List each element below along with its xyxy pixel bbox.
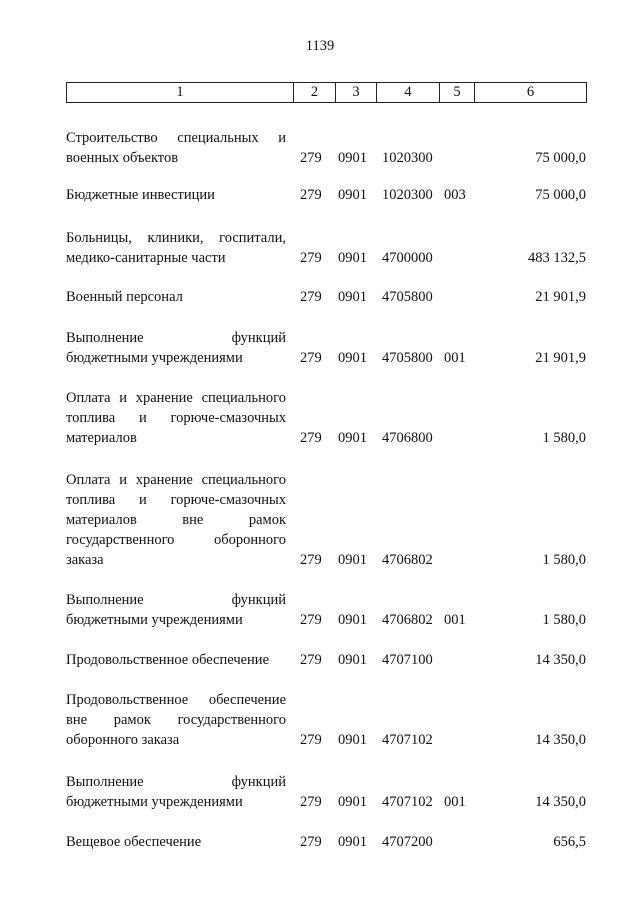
- description-line: Военный персонал: [66, 289, 183, 305]
- table-row: [66, 287, 586, 307]
- cell-col-3: 0901: [338, 187, 367, 203]
- cell-col-2: 279: [300, 552, 322, 568]
- header-col-5: 5: [440, 83, 475, 102]
- description-line: материалов вне рамок: [66, 512, 286, 528]
- description-line: Продовольственное обеспечение: [66, 652, 269, 668]
- cell-col-4: 4705800: [382, 289, 433, 305]
- cell-col-3: 0901: [338, 732, 367, 748]
- cell-col-6: 14 350,0: [535, 794, 586, 810]
- cell-col-4: 4707200: [382, 834, 433, 850]
- table-header: [66, 82, 587, 103]
- cell-col-6: 14 350,0: [535, 652, 586, 668]
- header-col-2: 2: [294, 83, 336, 102]
- cell-col-3: 0901: [338, 652, 367, 668]
- cell-col-5: 001: [444, 612, 466, 628]
- description-line: Выполнение функций: [66, 330, 286, 346]
- cell-col-3: 0901: [338, 612, 367, 628]
- cell-col-4: 4700000: [382, 250, 433, 266]
- cell-col-2: 279: [300, 250, 322, 266]
- cell-col-6: 75 000,0: [535, 150, 586, 166]
- table-row: [66, 772, 586, 812]
- description-line: Продовольственное обеспечение: [66, 692, 286, 708]
- cell-col-6: 483 132,5: [528, 250, 586, 266]
- table-row: [66, 690, 586, 750]
- table-row: [66, 832, 586, 852]
- cell-col-3: 0901: [338, 250, 367, 266]
- table-row: [66, 228, 586, 268]
- cell-col-2: 279: [300, 732, 322, 748]
- description-line: Оплата и хранение специального: [66, 472, 286, 488]
- description-line: бюджетными учреждениями: [66, 612, 243, 628]
- cell-col-4: 4706800: [382, 430, 433, 446]
- cell-col-4: 4707102: [382, 732, 433, 748]
- cell-col-6: 14 350,0: [535, 732, 586, 748]
- header-col-4: 4: [377, 83, 440, 102]
- cell-col-2: 279: [300, 612, 322, 628]
- description-line: топлива и горюче-смазочных: [66, 492, 286, 508]
- table-row: [66, 388, 586, 448]
- description-line: заказа: [66, 552, 104, 568]
- description-line: Выполнение функций: [66, 774, 286, 790]
- cell-col-6: 1 580,0: [542, 430, 586, 446]
- table-row: [66, 590, 586, 630]
- cell-col-3: 0901: [338, 430, 367, 446]
- header-col-1: 1: [67, 83, 294, 102]
- description-line: военных объектов: [66, 150, 179, 166]
- cell-col-3: 0901: [338, 150, 367, 166]
- header-col-6: 6: [526, 84, 535, 100]
- header-col-3: 3: [336, 83, 377, 102]
- description-line: вне рамок государственного: [66, 712, 286, 728]
- table-row: [66, 128, 586, 168]
- description-line: Строительство специальных и: [66, 130, 286, 146]
- cell-col-2: 279: [300, 289, 322, 305]
- table-row: [66, 470, 586, 570]
- cell-col-2: 279: [300, 834, 322, 850]
- cell-col-4: 1020300: [382, 187, 433, 203]
- description-line: оборонного заказа: [66, 732, 180, 748]
- cell-col-6: 1 580,0: [542, 612, 586, 628]
- cell-col-2: 279: [300, 150, 322, 166]
- description-line: Бюджетные инвестиции: [66, 187, 215, 203]
- cell-col-2: 279: [300, 350, 322, 366]
- cell-col-6: 21 901,9: [535, 350, 586, 366]
- cell-col-5: 001: [444, 794, 466, 810]
- cell-col-6: 1 580,0: [542, 552, 586, 568]
- cell-col-2: 279: [300, 794, 322, 810]
- cell-col-4: 4707102: [382, 794, 433, 810]
- description-line: материалов: [66, 430, 137, 446]
- cell-col-4: 4706802: [382, 552, 433, 568]
- description-line: бюджетными учреждениями: [66, 350, 243, 366]
- cell-col-6: 75 000,0: [535, 187, 586, 203]
- cell-col-6: 656,5: [553, 834, 586, 850]
- cell-col-5: 003: [444, 187, 466, 203]
- description-line: Вещевое обеспечение: [66, 834, 202, 850]
- description-line: Выполнение функций: [66, 592, 286, 608]
- page-number: 1139: [305, 38, 335, 54]
- cell-col-4: 4706802: [382, 612, 433, 628]
- description-line: Оплата и хранение специального: [66, 390, 286, 406]
- table-row: [66, 185, 586, 205]
- cell-col-5: 001: [444, 350, 466, 366]
- cell-col-3: 0901: [338, 834, 367, 850]
- description-line: государственного оборонного: [66, 532, 286, 548]
- cell-col-2: 279: [300, 652, 322, 668]
- cell-col-3: 0901: [338, 289, 367, 305]
- cell-col-4: 4705800: [382, 350, 433, 366]
- description-line: Больницы, клиники, госпитали,: [66, 230, 286, 246]
- cell-col-2: 279: [300, 187, 322, 203]
- cell-col-6: 21 901,9: [535, 289, 586, 305]
- cell-col-2: 279: [300, 430, 322, 446]
- cell-col-3: 0901: [338, 552, 367, 568]
- table-row: [66, 328, 586, 368]
- description-line: топлива и горюче-смазочных: [66, 410, 286, 426]
- description-line: медико-санитарные части: [66, 250, 226, 266]
- cell-col-3: 0901: [338, 350, 367, 366]
- table-row: [66, 650, 586, 670]
- cell-col-3: 0901: [338, 794, 367, 810]
- cell-col-4: 4707100: [382, 652, 433, 668]
- description-line: бюджетными учреждениями: [66, 794, 243, 810]
- cell-col-4: 1020300: [382, 150, 433, 166]
